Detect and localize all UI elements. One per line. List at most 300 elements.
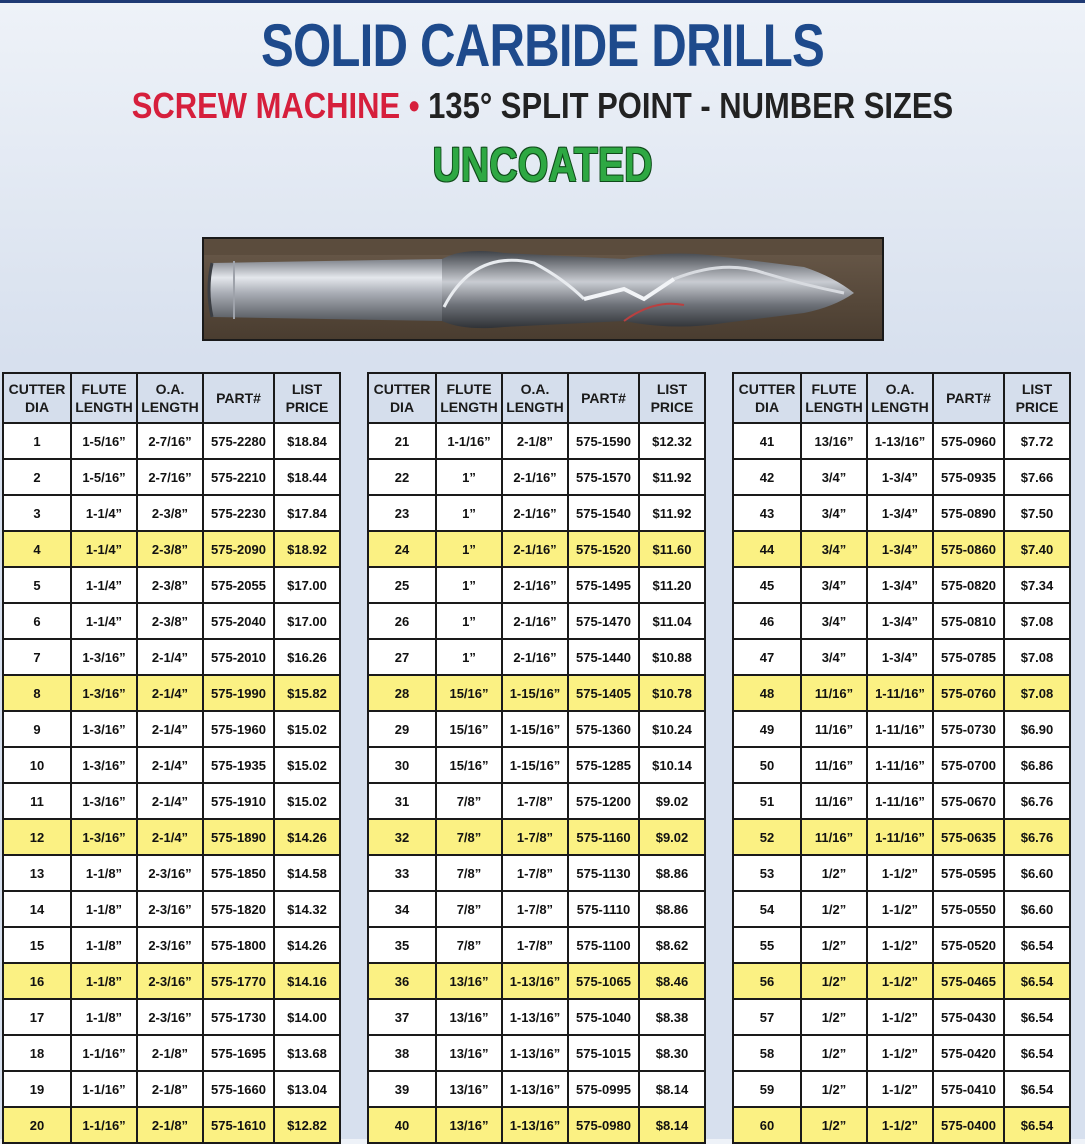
cell-cutter-dia: 46	[733, 603, 801, 639]
header-part-number: PART#	[568, 373, 639, 423]
header-cutter-dia: CUTTER DIA	[368, 373, 436, 423]
cell-part-number: 575-1065	[568, 963, 639, 999]
cell-cutter-dia: 24	[368, 531, 436, 567]
cell-flute-length: 1/2”	[801, 855, 867, 891]
table-row	[3, 891, 340, 927]
cell-oa-length: 1-13/16”	[867, 423, 933, 459]
cell-cutter-dia: 56	[733, 963, 801, 999]
cell-oa-length: 1-13/16”	[502, 1071, 568, 1107]
cell-list-price: $6.54	[1004, 999, 1070, 1035]
cell-flute-length: 1”	[436, 639, 502, 675]
cell-oa-length: 1-13/16”	[502, 999, 568, 1035]
cell-flute-length: 3/4”	[801, 459, 867, 495]
cell-flute-length: 3/4”	[801, 531, 867, 567]
table-row	[3, 531, 340, 567]
table-row	[368, 747, 705, 783]
table-row	[368, 783, 705, 819]
cell-part-number: 575-1800	[203, 927, 274, 963]
cell-part-number: 575-0730	[933, 711, 1004, 747]
cell-oa-length: 2-3/8”	[137, 567, 203, 603]
cell-list-price: $12.32	[639, 423, 705, 459]
cell-cutter-dia: 42	[733, 459, 801, 495]
cell-part-number: 575-0760	[933, 675, 1004, 711]
cell-cutter-dia: 34	[368, 891, 436, 927]
cell-cutter-dia: 27	[368, 639, 436, 675]
cell-part-number: 575-0520	[933, 927, 1004, 963]
cell-cutter-dia: 57	[733, 999, 801, 1035]
cell-list-price: $10.78	[639, 675, 705, 711]
cell-oa-length: 2-3/16”	[137, 963, 203, 999]
cell-cutter-dia: 59	[733, 1071, 801, 1107]
cell-list-price: $15.02	[274, 783, 340, 819]
cell-cutter-dia: 22	[368, 459, 436, 495]
table-row	[3, 639, 340, 675]
table-row	[733, 891, 1070, 927]
table-row	[733, 855, 1070, 891]
cell-flute-length: 1”	[436, 567, 502, 603]
cell-list-price: $17.00	[274, 603, 340, 639]
cell-cutter-dia: 25	[368, 567, 436, 603]
table-row	[733, 927, 1070, 963]
cell-list-price: $15.02	[274, 747, 340, 783]
cell-flute-length: 13/16”	[436, 999, 502, 1035]
cell-list-price: $6.90	[1004, 711, 1070, 747]
cell-part-number: 575-1110	[568, 891, 639, 927]
cell-list-price: $10.88	[639, 639, 705, 675]
cell-part-number: 575-1590	[568, 423, 639, 459]
cell-list-price: $14.00	[274, 999, 340, 1035]
cell-cutter-dia: 41	[733, 423, 801, 459]
header-list-price: LIST PRICE	[639, 373, 705, 423]
drill-table-1	[2, 372, 341, 1144]
cell-list-price: $7.72	[1004, 423, 1070, 459]
cell-oa-length: 1-11/16”	[867, 819, 933, 855]
cell-oa-length: 2-7/16”	[137, 459, 203, 495]
cell-list-price: $14.26	[274, 927, 340, 963]
cell-oa-length: 1-15/16”	[502, 675, 568, 711]
cell-cutter-dia: 55	[733, 927, 801, 963]
cell-oa-length: 2-1/4”	[137, 747, 203, 783]
cell-part-number: 575-1890	[203, 819, 274, 855]
table-row	[3, 711, 340, 747]
cell-flute-length: 1-1/8”	[71, 927, 137, 963]
header-oa-length: O.A. LENGTH	[502, 373, 568, 423]
cell-cutter-dia: 11	[3, 783, 71, 819]
cell-part-number: 575-2040	[203, 603, 274, 639]
header-part-number: PART#	[203, 373, 274, 423]
table-row	[368, 423, 705, 459]
table-row	[733, 999, 1070, 1035]
cell-part-number: 575-1910	[203, 783, 274, 819]
cell-flute-length: 13/16”	[436, 1071, 502, 1107]
cell-flute-length: 1”	[436, 603, 502, 639]
cell-cutter-dia: 52	[733, 819, 801, 855]
cell-part-number: 575-2010	[203, 639, 274, 675]
cell-part-number: 575-1285	[568, 747, 639, 783]
table-row	[368, 1035, 705, 1071]
header-cutter-dia: CUTTER DIA	[733, 373, 801, 423]
cell-cutter-dia: 26	[368, 603, 436, 639]
cell-part-number: 575-1820	[203, 891, 274, 927]
cell-part-number: 575-2090	[203, 531, 274, 567]
table-row	[733, 675, 1070, 711]
cell-list-price: $18.84	[274, 423, 340, 459]
cell-flute-length: 1-3/16”	[71, 675, 137, 711]
subtitle-split-point: 135° SPLIT POINT - NUMBER SIZES	[428, 85, 954, 126]
cell-cutter-dia: 4	[3, 531, 71, 567]
cell-list-price: $7.08	[1004, 639, 1070, 675]
cell-list-price: $7.40	[1004, 531, 1070, 567]
cell-oa-length: 2-3/8”	[137, 603, 203, 639]
table-row	[733, 639, 1070, 675]
cell-flute-length: 15/16”	[436, 747, 502, 783]
cell-list-price: $7.08	[1004, 603, 1070, 639]
cell-cutter-dia: 2	[3, 459, 71, 495]
cell-flute-length: 1”	[436, 459, 502, 495]
cell-list-price: $6.76	[1004, 783, 1070, 819]
cell-list-price: $8.86	[639, 891, 705, 927]
cell-cutter-dia: 40	[368, 1107, 436, 1143]
cell-oa-length: 2-1/8”	[137, 1107, 203, 1143]
cell-flute-length: 1-5/16”	[71, 459, 137, 495]
cell-flute-length: 3/4”	[801, 567, 867, 603]
table-row	[733, 1071, 1070, 1107]
cell-flute-length: 7/8”	[436, 819, 502, 855]
cell-cutter-dia: 50	[733, 747, 801, 783]
top-rule	[0, 0, 1085, 3]
header-list-price: LIST PRICE	[274, 373, 340, 423]
cell-list-price: $14.58	[274, 855, 340, 891]
cell-oa-length: 1-1/2”	[867, 855, 933, 891]
cell-list-price: $13.68	[274, 1035, 340, 1071]
cell-flute-length: 1-1/8”	[71, 999, 137, 1035]
cell-part-number: 575-1570	[568, 459, 639, 495]
table-row	[3, 459, 340, 495]
cell-part-number: 575-0810	[933, 603, 1004, 639]
table-row	[3, 1071, 340, 1107]
header-row	[733, 373, 1070, 423]
cell-flute-length: 1/2”	[801, 927, 867, 963]
table-row	[733, 711, 1070, 747]
cell-list-price: $6.60	[1004, 855, 1070, 891]
cell-flute-length: 1-1/4”	[71, 567, 137, 603]
cell-part-number: 575-2230	[203, 495, 274, 531]
cell-list-price: $11.60	[639, 531, 705, 567]
cell-cutter-dia: 16	[3, 963, 71, 999]
table-row	[368, 495, 705, 531]
cell-cutter-dia: 51	[733, 783, 801, 819]
cell-oa-length: 2-1/16”	[502, 459, 568, 495]
cell-list-price: $11.20	[639, 567, 705, 603]
cell-list-price: $11.92	[639, 495, 705, 531]
cell-oa-length: 1-15/16”	[502, 747, 568, 783]
table-row	[368, 459, 705, 495]
table-row	[733, 423, 1070, 459]
header-cutter-dia: CUTTER DIA	[3, 373, 71, 423]
cell-cutter-dia: 28	[368, 675, 436, 711]
cell-cutter-dia: 21	[368, 423, 436, 459]
table-row	[733, 603, 1070, 639]
cell-flute-length: 1-1/8”	[71, 963, 137, 999]
table-row	[368, 927, 705, 963]
cell-list-price: $9.02	[639, 819, 705, 855]
cell-flute-length: 1-3/16”	[71, 783, 137, 819]
cell-flute-length: 1-1/16”	[436, 423, 502, 459]
cell-part-number: 575-0995	[568, 1071, 639, 1107]
cell-list-price: $14.32	[274, 891, 340, 927]
cell-part-number: 575-1610	[203, 1107, 274, 1143]
cell-flute-length: 1-1/16”	[71, 1107, 137, 1143]
cell-oa-length: 2-3/16”	[137, 891, 203, 927]
cell-flute-length: 1”	[436, 531, 502, 567]
header-row	[3, 373, 340, 423]
drill-bit-photo	[202, 237, 884, 341]
cell-part-number: 575-0400	[933, 1107, 1004, 1143]
cell-flute-length: 1-3/16”	[71, 747, 137, 783]
table-row	[3, 819, 340, 855]
cell-part-number: 575-0860	[933, 531, 1004, 567]
cell-part-number: 575-1130	[568, 855, 639, 891]
cell-cutter-dia: 44	[733, 531, 801, 567]
coating-label: UNCOATED	[432, 139, 653, 192]
cell-part-number: 575-1470	[568, 603, 639, 639]
cell-list-price: $8.14	[639, 1071, 705, 1107]
table-row	[368, 603, 705, 639]
cell-flute-length: 13/16”	[801, 423, 867, 459]
cell-oa-length: 1-3/4”	[867, 567, 933, 603]
cell-cutter-dia: 20	[3, 1107, 71, 1143]
cell-cutter-dia: 37	[368, 999, 436, 1035]
header-list-price: LIST PRICE	[1004, 373, 1070, 423]
cell-cutter-dia: 39	[368, 1071, 436, 1107]
cell-flute-length: 3/4”	[801, 495, 867, 531]
cell-list-price: $18.44	[274, 459, 340, 495]
cell-cutter-dia: 49	[733, 711, 801, 747]
cell-part-number: 575-1200	[568, 783, 639, 819]
cell-cutter-dia: 10	[3, 747, 71, 783]
cell-part-number: 575-2280	[203, 423, 274, 459]
cell-oa-length: 1-3/4”	[867, 639, 933, 675]
cell-part-number: 575-0670	[933, 783, 1004, 819]
cell-part-number: 575-1770	[203, 963, 274, 999]
cell-part-number: 575-1040	[568, 999, 639, 1035]
cell-flute-length: 11/16”	[801, 747, 867, 783]
cell-flute-length: 1/2”	[801, 1071, 867, 1107]
cell-part-number: 575-1405	[568, 675, 639, 711]
cell-part-number: 575-0465	[933, 963, 1004, 999]
cell-oa-length: 1-7/8”	[502, 819, 568, 855]
cell-part-number: 575-0595	[933, 855, 1004, 891]
cell-flute-length: 15/16”	[436, 675, 502, 711]
table-row	[733, 1035, 1070, 1071]
cell-flute-length: 1/2”	[801, 891, 867, 927]
table-row	[733, 567, 1070, 603]
cell-flute-length: 1-1/4”	[71, 495, 137, 531]
cell-oa-length: 2-1/4”	[137, 711, 203, 747]
cell-list-price: $14.26	[274, 819, 340, 855]
table-row	[3, 747, 340, 783]
cell-cutter-dia: 48	[733, 675, 801, 711]
cell-part-number: 575-0550	[933, 891, 1004, 927]
cell-oa-length: 1-1/2”	[867, 1071, 933, 1107]
cell-flute-length: 1-3/16”	[71, 819, 137, 855]
header-oa-length: O.A. LENGTH	[137, 373, 203, 423]
header-flute-length: FLUTE LENGTH	[801, 373, 867, 423]
cell-list-price: $11.92	[639, 459, 705, 495]
table-row	[368, 567, 705, 603]
cell-list-price: $12.82	[274, 1107, 340, 1143]
drill-bit-icon	[204, 239, 882, 339]
cell-part-number: 575-1360	[568, 711, 639, 747]
cell-oa-length: 2-1/4”	[137, 675, 203, 711]
cell-part-number: 575-1935	[203, 747, 274, 783]
cell-list-price: $18.92	[274, 531, 340, 567]
cell-list-price: $8.86	[639, 855, 705, 891]
header-oa-length: O.A. LENGTH	[867, 373, 933, 423]
cell-oa-length: 1-11/16”	[867, 783, 933, 819]
cell-cutter-dia: 19	[3, 1071, 71, 1107]
cell-cutter-dia: 58	[733, 1035, 801, 1071]
table-row	[368, 531, 705, 567]
cell-part-number: 575-0785	[933, 639, 1004, 675]
cell-oa-length: 2-1/8”	[137, 1071, 203, 1107]
cell-cutter-dia: 54	[733, 891, 801, 927]
cell-list-price: $15.82	[274, 675, 340, 711]
cell-oa-length: 2-3/16”	[137, 855, 203, 891]
cell-oa-length: 2-7/16”	[137, 423, 203, 459]
cell-part-number: 575-1015	[568, 1035, 639, 1071]
cell-oa-length: 1-13/16”	[502, 1035, 568, 1071]
table-row	[368, 1071, 705, 1107]
cell-part-number: 575-1730	[203, 999, 274, 1035]
cell-flute-length: 1-3/16”	[71, 711, 137, 747]
cell-part-number: 575-1440	[568, 639, 639, 675]
cell-flute-length: 11/16”	[801, 711, 867, 747]
cell-flute-length: 1-1/16”	[71, 1071, 137, 1107]
cell-flute-length: 1”	[436, 495, 502, 531]
cell-part-number: 575-1540	[568, 495, 639, 531]
table-row	[3, 675, 340, 711]
cell-oa-length: 1-1/2”	[867, 963, 933, 999]
table-row	[368, 675, 705, 711]
table-row	[3, 423, 340, 459]
cell-cutter-dia: 47	[733, 639, 801, 675]
cell-list-price: $6.76	[1004, 819, 1070, 855]
cell-list-price: $6.60	[1004, 891, 1070, 927]
cell-cutter-dia: 9	[3, 711, 71, 747]
cell-cutter-dia: 15	[3, 927, 71, 963]
cell-cutter-dia: 45	[733, 567, 801, 603]
cell-flute-length: 1/2”	[801, 1107, 867, 1143]
cell-oa-length: 2-3/16”	[137, 999, 203, 1035]
cell-flute-length: 1-5/16”	[71, 423, 137, 459]
cell-flute-length: 15/16”	[436, 711, 502, 747]
cell-list-price: $10.24	[639, 711, 705, 747]
table-row	[3, 603, 340, 639]
cell-list-price: $15.02	[274, 711, 340, 747]
cell-cutter-dia: 43	[733, 495, 801, 531]
cell-list-price: $8.30	[639, 1035, 705, 1071]
cell-oa-length: 1-7/8”	[502, 891, 568, 927]
cell-part-number: 575-0935	[933, 459, 1004, 495]
header-part-number: PART#	[933, 373, 1004, 423]
cell-part-number: 575-1495	[568, 567, 639, 603]
cell-flute-length: 1/2”	[801, 1035, 867, 1071]
cell-cutter-dia: 60	[733, 1107, 801, 1143]
cell-oa-length: 1-11/16”	[867, 747, 933, 783]
cell-part-number: 575-0700	[933, 747, 1004, 783]
cell-flute-length: 1-1/8”	[71, 855, 137, 891]
cell-part-number: 575-1520	[568, 531, 639, 567]
cell-flute-length: 7/8”	[436, 855, 502, 891]
cell-flute-length: 7/8”	[436, 927, 502, 963]
cell-oa-length: 1-1/2”	[867, 1107, 933, 1143]
cell-flute-length: 1-3/16”	[71, 639, 137, 675]
cell-oa-length: 1-7/8”	[502, 783, 568, 819]
cell-list-price: $8.38	[639, 999, 705, 1035]
cell-flute-length: 1-1/4”	[71, 603, 137, 639]
cell-part-number: 575-2210	[203, 459, 274, 495]
cell-part-number: 575-1960	[203, 711, 274, 747]
cell-oa-length: 2-1/16”	[502, 495, 568, 531]
cell-flute-length: 1-1/8”	[71, 891, 137, 927]
cell-flute-length: 1/2”	[801, 963, 867, 999]
cell-part-number: 575-1850	[203, 855, 274, 891]
cell-cutter-dia: 30	[368, 747, 436, 783]
cell-part-number: 575-1100	[568, 927, 639, 963]
cell-list-price: $10.14	[639, 747, 705, 783]
cell-list-price: $6.54	[1004, 1107, 1070, 1143]
cell-cutter-dia: 32	[368, 819, 436, 855]
cell-part-number: 575-0890	[933, 495, 1004, 531]
cell-cutter-dia: 5	[3, 567, 71, 603]
cell-cutter-dia: 23	[368, 495, 436, 531]
table-row	[368, 963, 705, 999]
header-flute-length: FLUTE LENGTH	[436, 373, 502, 423]
drill-table-3	[732, 372, 1071, 1144]
table-row	[733, 1107, 1070, 1143]
cell-list-price: $6.86	[1004, 747, 1070, 783]
cell-oa-length: 2-1/16”	[502, 567, 568, 603]
cell-oa-length: 2-3/16”	[137, 927, 203, 963]
cell-part-number: 575-0960	[933, 423, 1004, 459]
table-row	[733, 747, 1070, 783]
cell-oa-length: 2-1/16”	[502, 639, 568, 675]
table-row	[733, 459, 1070, 495]
table-row	[733, 783, 1070, 819]
cell-list-price: $6.54	[1004, 927, 1070, 963]
cell-list-price: $17.00	[274, 567, 340, 603]
cell-flute-length: 7/8”	[436, 891, 502, 927]
cell-oa-length: 2-3/8”	[137, 531, 203, 567]
page-title: SOLID CARBIDE DRILLS	[260, 12, 825, 79]
cell-part-number: 575-1660	[203, 1071, 274, 1107]
cell-flute-length: 3/4”	[801, 639, 867, 675]
cell-oa-length: 2-1/4”	[137, 639, 203, 675]
cell-part-number: 575-0635	[933, 819, 1004, 855]
cell-oa-length: 2-1/8”	[502, 423, 568, 459]
table-row	[3, 963, 340, 999]
table-row	[3, 783, 340, 819]
cell-list-price: $7.08	[1004, 675, 1070, 711]
cell-flute-length: 11/16”	[801, 675, 867, 711]
cell-cutter-dia: 53	[733, 855, 801, 891]
cell-cutter-dia: 12	[3, 819, 71, 855]
cell-oa-length: 1-3/4”	[867, 459, 933, 495]
cell-part-number: 575-1695	[203, 1035, 274, 1071]
cell-oa-length: 1-3/4”	[867, 495, 933, 531]
table-row	[733, 963, 1070, 999]
